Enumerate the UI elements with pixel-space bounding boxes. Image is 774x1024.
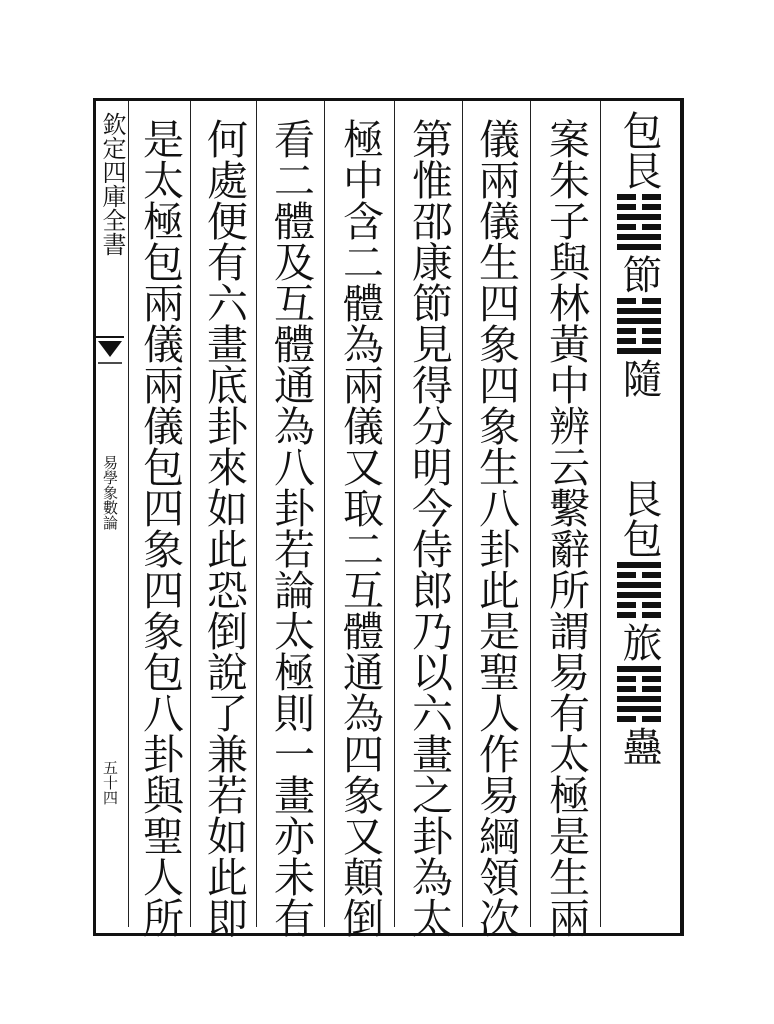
frame-left-border <box>93 98 96 936</box>
column-rule <box>394 101 395 927</box>
column-rule <box>462 101 463 927</box>
column-rule <box>190 101 191 927</box>
text-column-5: 看二體及互體通為八卦若論太極則一畫亦未有 <box>267 118 315 938</box>
column-rule <box>600 101 601 927</box>
column-rule <box>256 101 257 927</box>
page-number: 五十四 <box>101 760 119 805</box>
column-rule <box>128 101 129 927</box>
hexagram-group-1 <box>609 110 669 398</box>
column-rule <box>530 101 531 927</box>
text-column-4: 極中含二體為兩儀又取二互體通為四象又顛倒 <box>336 118 384 938</box>
group-2-label: 艮包 <box>616 478 662 558</box>
hexagram-symbol-icon <box>617 194 661 250</box>
text-column-7: 是太極包兩儀兩儀包四象四象包八卦與聖人所 <box>136 118 184 938</box>
hexagram-symbol-icon <box>617 666 661 722</box>
hexagram-symbol-icon <box>617 562 661 618</box>
hexagram-name: 蠱 <box>616 726 662 766</box>
hexagram-group-2 <box>609 478 669 766</box>
text-column-3: 第惟邵康節見得分明今侍郎乃以六畫之卦為太 <box>405 118 453 938</box>
section-title: 易學象數論 <box>101 455 119 530</box>
hexagram-name: 節 <box>616 254 662 294</box>
text-column-6: 何處便有六畫底卦來如此恐倒說了兼若如此即 <box>200 118 248 938</box>
hexagram-name: 隨 <box>616 358 662 398</box>
hexagram-symbol-icon <box>617 298 661 354</box>
book-title: 欽定四庫全書 <box>98 112 126 256</box>
fishtail-ornament-icon <box>96 335 124 367</box>
frame-right-border <box>680 98 684 936</box>
column-rule <box>324 101 325 927</box>
text-column-1: 案朱子與林黃中辨云繫辭所謂易有太極是生兩 <box>542 118 590 938</box>
group-1-label: 包艮 <box>616 110 662 190</box>
hexagram-name: 旅 <box>616 622 662 662</box>
text-column-2: 儀兩儀生四象四象生八卦此是聖人作易綱領次 <box>472 118 520 938</box>
